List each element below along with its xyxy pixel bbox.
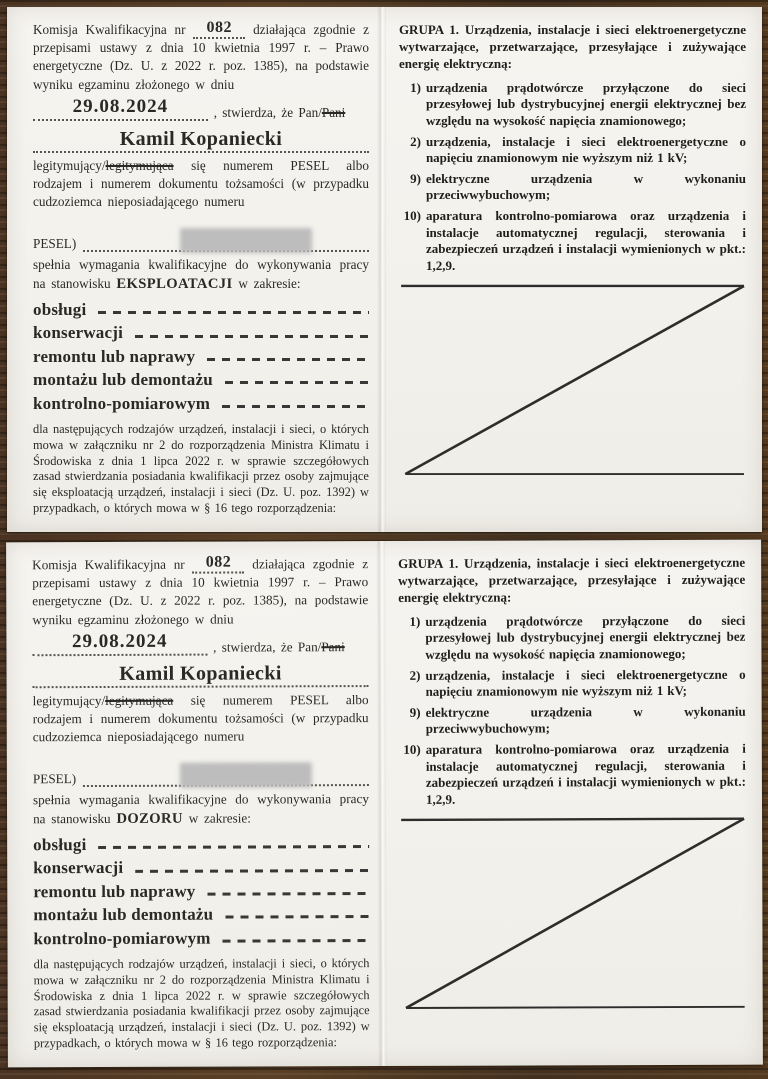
exam-date-fill [33,97,208,121]
group-item-number: 9) [410,170,421,186]
qualification-suffix: w zakresie: [188,809,251,825]
scope-dashes [223,938,370,942]
group-item-number: 10) [403,208,421,224]
group-heading-text: Urządzenia, instalacje i sieci elektroenergetyczne wytwarzające, przetwarzające, przesyłające i zużywające energię elektryczną: [398,554,746,605]
void-z-mark [399,282,746,480]
holder-name: Kamil Kopaniecki [119,127,283,150]
regulation-paragraph: dla następujących rodzajów urządzeń, instalacji i sieci, o których mowa w załączniku nr 2 do rozporządzenia Ministra Klimatu i Środowiska z dnia 1 lipca 2022 r. w sprawie szczegółowych zasad stwierdzania posiadania kwalifikacji przez osoby zajmujące się eksploatacją urządzeń, instalacji i sieci (Dz. U. poz. 1392) w przypadkach, o których mowa w § 16 tego rozporządzenia: [33,955,370,1050]
position-type: DOZORU [116,809,183,827]
identity-prefix: legitymujący/ [32,692,106,708]
holder-name: Kamil Kopaniecki [119,661,282,685]
position-type: EKSPLOATACJI [116,275,233,292]
pesel-row [33,234,369,252]
group-item-number: 1) [410,79,421,95]
certificate-card-eksploatacja [7,7,762,532]
struck-pani: Pani [321,638,345,654]
commission-paragraph [33,21,369,94]
void-top-line [401,818,744,819]
certificate-card-dozoru [6,539,763,1066]
scope-row [33,832,369,856]
group-item-number: 10) [403,741,421,757]
scope-row [33,322,369,344]
void-diagonal-line [405,818,744,1007]
exam-date-row [33,97,369,121]
scope-dashes [98,311,369,314]
scope-row [33,393,369,415]
commission-suffix: działająca zgodnie z przepisami ustawy z dnia 10 kwietnia 1997 r. – Prawo energetyczne (Dz. U. z 2022 r. poz. 1385), na podstawie wyniku egzaminu złożonego w dniu [32,555,369,627]
group-heading-label: GRUPA 1. [398,555,459,571]
scope-label: konserwacji [33,323,124,343]
scope-list [33,832,369,949]
scope-row [33,879,369,903]
group-item-text: urządzenia, instalacje i sieci elektroenergetyczne o napięciu znamionowym nie wyższym niż 1 kV; [425,665,746,699]
commission-number-fill [192,553,244,573]
scope-row [33,346,369,368]
group-heading-label: GRUPA 1. [398,22,460,37]
scope-label: konserwacji [33,857,124,878]
scope-dashes [207,358,369,361]
regulation-paragraph: dla następujących rodzajów urządzeń, instalacji i sieci, o których mowa w załączniku nr 2 do rozporządzenia Ministra Klimatu i Środowiska z dnia 1 lipca 2022 r. w sprawie szczegółowych zasad stwierdzania posiadania kwalifikacji przez osoby zajmujące się eksploatacją urządzeń, instalacji i sieci (Dz. U. poz. 1392) w przypadkach, o których mowa w § 16 tego rozporządzenia: [33,422,369,515]
group-item-number: 2) [409,666,421,682]
group-item-text: urządzenia prądotwórcze przyłączone do sieci przesyłowej lub dystrybucyjnej energii elektrycznej bez względu na wysokość napięcia znamionowego; [425,611,746,662]
scope-dashes [222,405,369,408]
commission-number: 082 [206,19,233,36]
group-item-text: urządzenia, instalacje i sieci elektroenergetyczne o napięciu znamionowym nie wyższym niż 1 kV; [425,133,746,166]
commission-prefix: Komisja Kwalifikacyjna nr [33,22,186,37]
scope-row [33,369,369,391]
scope-label: montażu lub demontażu [33,370,213,390]
struck-pani: Pani [321,104,346,120]
pesel-redaction [180,228,311,253]
scope-dashes [207,892,369,896]
fold-crease [377,7,386,532]
void-bottom-line [406,1006,745,1007]
group-heading [399,22,746,73]
scope-dashes [135,868,369,872]
group-item-number: 2) [410,133,421,149]
group-heading [398,554,745,606]
scope-label: obsługi [33,834,87,854]
qualification-paragraph [33,256,369,294]
group-item [399,740,746,808]
pesel-label: PESEL) [33,235,77,251]
group-item [398,612,745,663]
pesel-label: PESEL) [32,770,77,786]
group-item-number: 9) [409,704,421,720]
group-item-text: elektryczne urządzenia w wykonaniu przeciwwybuchowym; [425,170,746,203]
group-item-text: aparatura kontrolno-pomiarowa oraz urządzenia i instalacje automatycznej regulacji, sterowania i zabezpieczeń urządzeń i instalacji wymienionych w pkt.: 1,2,9. [425,740,746,807]
group-item-text: aparatura kontrolno-pomiarowa oraz urządzenia i instalacje automatycznej regulacji, sterowania i zabezpieczeń urządzeń i instalacji wymienionych w pkt.: 1,2,9. [425,208,746,273]
exam-date: 29.08.2024 [71,630,168,652]
commission-paragraph [32,555,368,629]
group-item [399,134,746,167]
scope-row [33,856,369,880]
scope-label: kontrolno-pomiarowym [33,927,211,948]
group-heading-text: Urządzenia, instalacje i sieci elektroenergetyczne wytwarzające, przetwarzające, przesyłające i zużywające energię elektryczną: [398,22,746,71]
commission-number-fill [193,19,245,39]
scope-label: remontu lub naprawy [33,346,196,366]
group-item [399,703,746,737]
identity-suffix: się numerem PESEL albo rodzajem i numerem dokumentu tożsamości (w przypadku cudzoziemca nieposiadającego numeru [32,691,369,745]
pesel-redaction [180,761,312,786]
confirm-text: , stwierdza, że Pan/Pani [213,638,345,654]
scope-row [33,926,369,950]
scope-row [33,903,369,927]
scope-dashes [225,381,369,384]
scope-label: remontu lub naprawy [33,880,196,901]
commission-suffix: działająca zgodnie z przepisami ustawy z dnia 10 kwietnia 1997 r. – Prawo energetyczne (Dz. U. z 2022 r. poz. 1385), na podstawie wyniku egzaminu złożonego w dniu [33,22,369,92]
holder-name-row [33,128,369,153]
struck-legitymujaca: legitymująca [105,157,174,173]
pesel-dotted-line [83,234,369,252]
group-item-number: 1) [409,613,421,629]
identity-paragraph [33,690,369,746]
qualification-suffix: w zakresie: [238,275,301,291]
exam-date: 29.08.2024 [72,95,169,117]
scope-row [33,299,369,321]
scope-dashes [135,335,369,338]
scope-label: kontrolno-pomiarowym [33,393,211,413]
group-item [399,171,746,204]
commission-number: 082 [205,553,232,571]
void-diagonal-line [405,286,744,474]
qualification-prefix: spełnia wymagania kwalifikacyjne do wykonywania pracy na stanowisku [33,256,369,291]
group-item [399,80,746,130]
commission-prefix: Komisja Kwalifikacyjna nr [32,556,185,572]
group-item-text: urządzenia prądotwórcze przyłączone do sieci przesyłowej lub dystrybucyjnej energii elektrycznej bez względu na wysokość napięcia znamionowego; [425,79,746,128]
identity-suffix: się numerem PESEL albo rodzajem i numerem dokumentu tożsamości (w przypadku cudzoziemca nieposiadającego numeru [33,157,369,210]
scope-list [33,299,369,415]
exam-date-row [32,630,368,655]
qualification-paragraph [33,789,369,829]
holder-name-row [33,661,369,687]
struck-legitymujaca: legitymująca [105,692,174,708]
certificate-left-page [6,541,378,1067]
identity-prefix: legitymujący/ [33,157,106,173]
group-item-text: elektryczne urządzenia w wykonaniu przeciwwybuchowym; [425,703,746,736]
certificate-left-page [7,7,377,532]
certificate-right-page [386,7,762,532]
group-item [398,666,745,700]
pesel-dotted-line [83,767,369,786]
qualification-prefix: spełnia wymagania kwalifikacyjne do wykonywania pracy na stanowisku [32,790,369,826]
exam-date-fill [32,631,207,656]
void-z-mark [399,814,747,1013]
scope-dashes [99,845,370,849]
group-item [399,208,746,275]
identity-paragraph [33,157,369,212]
certificate-right-page [385,539,763,1065]
scope-dashes [225,915,369,919]
confirm-text: , stwierdza, że Pan/Pani [213,104,346,120]
scope-label: montażu lub demontażu [33,904,214,924]
scope-label: obsługi [33,299,87,319]
pesel-row [33,767,369,786]
